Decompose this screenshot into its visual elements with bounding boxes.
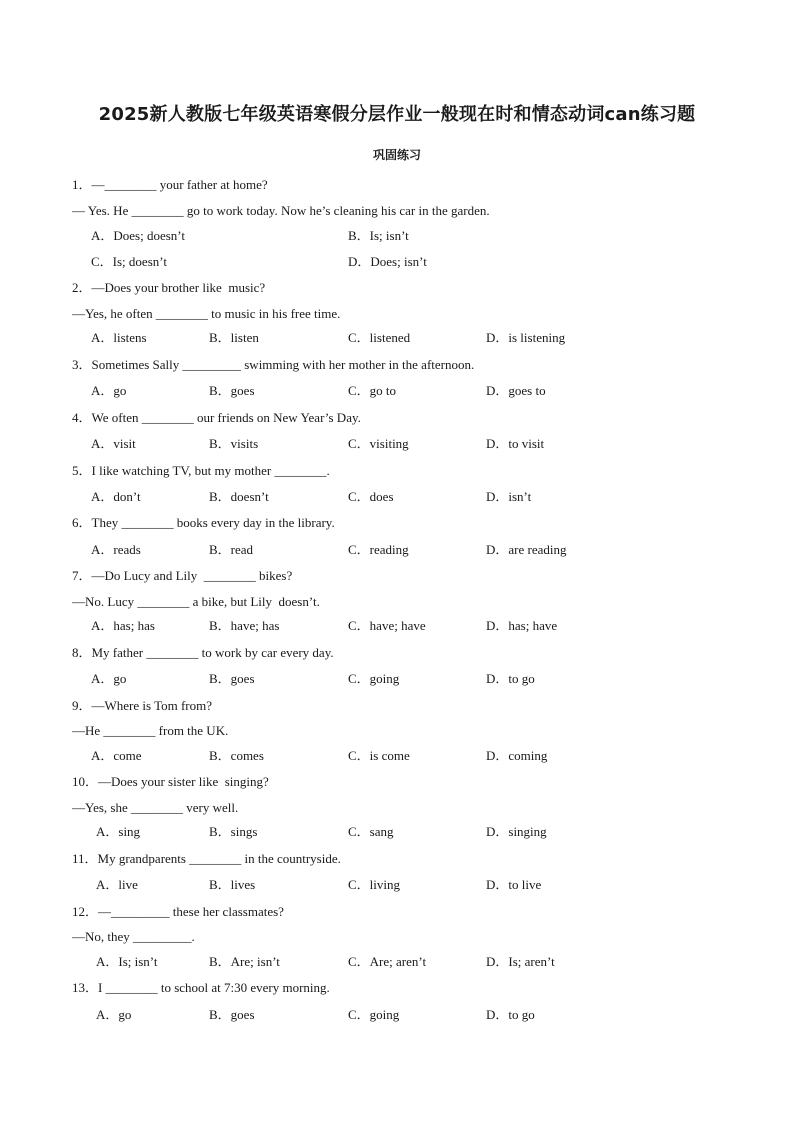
answer-option: A．visit [91,436,136,451]
question-dialogue-line: —He ________ from the UK. [72,723,229,738]
answer-option: D．to visit [486,436,545,451]
answer-option: B．lives [209,877,256,892]
answer-option: B．have; has [209,618,280,633]
question-stem: 7．—Do Lucy and Lily ________ bikes? [72,568,293,583]
answer-option: A．come [91,748,142,763]
answer-option: A．Is; isn’t [96,954,158,969]
answer-option: C．Is; doesn’t [91,254,167,269]
answer-option: A．reads [91,542,141,557]
answer-option: B．listen [209,330,259,345]
answer-option: A．Does; doesn’t [91,228,186,243]
answer-option: D．is listening [486,330,566,345]
question-dialogue-line: — Yes. He ________ go to work today. Now he’s cleaning his car in the garden. [72,203,490,218]
question-dialogue-line: —Yes, he often ________ to music in his free time. [72,306,341,321]
question-stem: 8．My father ________ to work by car every day. [72,645,334,660]
answer-option: A．go [91,383,127,398]
answer-option: B．goes [209,1007,255,1022]
page-title: 2025新人教版七年级英语寒假分层作业一般现在时和情态动词can练习题 [98,104,696,125]
answer-option: B．comes [209,748,264,763]
question-dialogue-line: —No. Lucy ________ a bike, but Lily doesn’t. [72,594,320,609]
answer-option: A．listens [91,330,147,345]
answer-option: C．listened [348,330,411,345]
answer-option: C．going [348,1007,400,1022]
answer-option: B．read [209,542,254,557]
answer-option: C．reading [348,542,409,557]
question-stem: 1．—________ your father at home? [72,177,268,192]
answer-option: D．Does; isn’t [348,254,427,269]
answer-option: A．don’t [91,489,141,504]
answer-option: C．visiting [348,436,409,451]
question-stem: 13．I ________ to school at 7:30 every morning. [72,980,330,995]
section-heading: 巩固练习 [372,148,421,162]
answer-option: D．are reading [486,542,567,557]
answer-option: A．go [91,671,127,686]
answer-option: A．live [96,877,138,892]
question-stem: 10．—Does your sister like singing? [72,774,269,789]
answer-option: C．sang [348,824,394,839]
answer-option: C．have; have [348,618,426,633]
answer-option: B．Is; isn’t [348,228,409,243]
answer-option: B．doesn’t [209,489,269,504]
answer-option: B．sings [209,824,258,839]
question-stem: 5．I like watching TV, but my mother ________. [72,463,330,478]
answer-option: C．does [348,489,394,504]
answer-option: B．visits [209,436,259,451]
answer-option: D．to live [486,877,542,892]
answer-option: B．Are; isn’t [209,954,280,969]
answer-option: B．goes [209,671,255,686]
question-stem: 11．My grandparents ________ in the countryside. [72,851,341,866]
answer-option: C．is come [348,748,410,763]
answer-option: B．goes [209,383,255,398]
answer-option: A．has; has [91,618,155,633]
question-stem: 3．Sometimes Sally _________ swimming with her mother in the afternoon. [72,357,475,372]
answer-option: D．singing [486,824,547,839]
answer-option: A．sing [96,824,141,839]
question-stem: 12．—_________ these her classmates? [72,904,284,919]
answer-option: A．go [96,1007,132,1022]
question-dialogue-line: —Yes, she ________ very well. [72,800,239,815]
answer-option: C．Are; aren’t [348,954,427,969]
question-stem: 6．They ________ books every day in the library. [72,515,335,530]
answer-option: C．go to [348,383,397,398]
answer-option: D．Is; aren’t [486,954,555,969]
question-stem: 9．—Where is Tom from? [72,698,213,713]
question-dialogue-line: —No, they _________. [72,929,195,944]
answer-option: C．living [348,877,401,892]
answer-option: D．goes to [486,383,546,398]
answer-option: D．coming [486,748,548,763]
answer-option: C．going [348,671,400,686]
answer-option: D．to go [486,671,535,686]
question-stem: 2．—Does your brother like music? [72,280,266,295]
answer-option: D．to go [486,1007,535,1022]
answer-option: D．has; have [486,618,558,633]
question-stem: 4．We often ________ our friends on New Year’s Day. [72,410,361,425]
answer-option: D．isn’t [486,489,532,504]
